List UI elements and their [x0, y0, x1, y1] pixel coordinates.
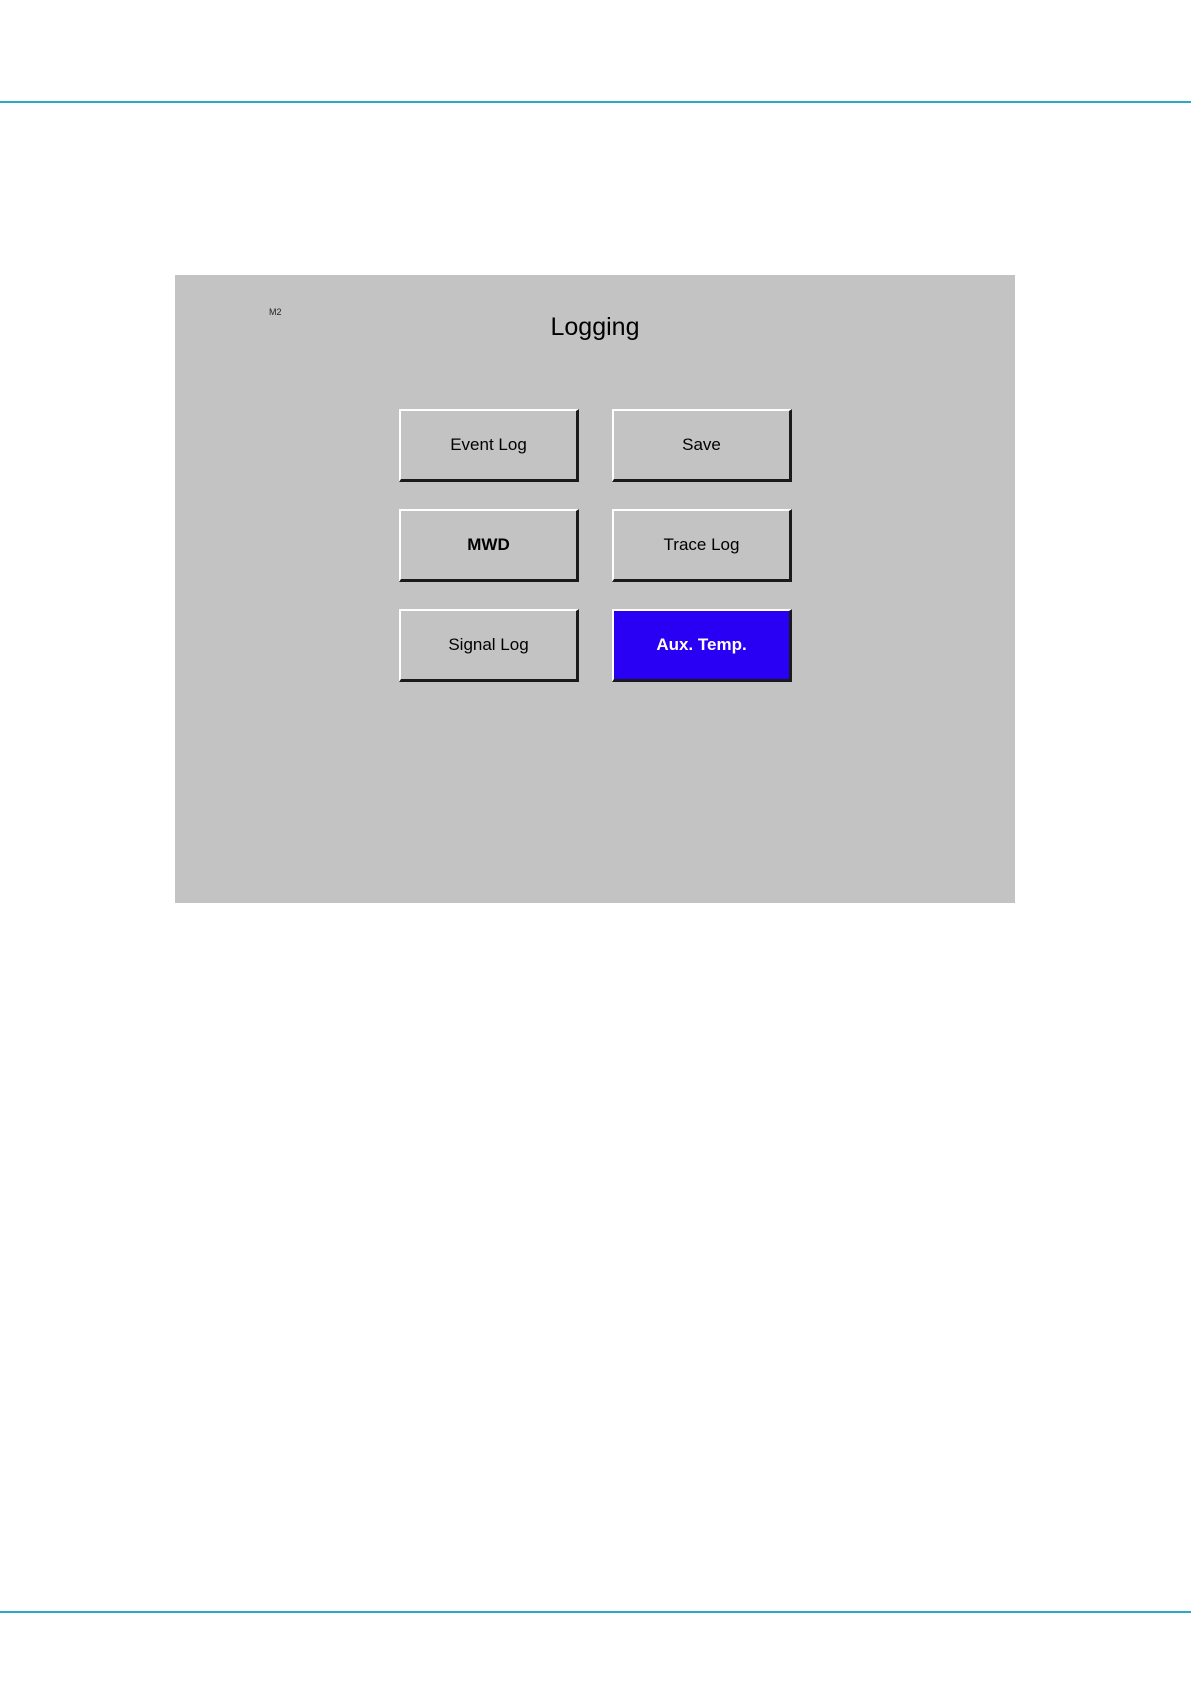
save-button[interactable]: Save [612, 409, 792, 482]
screen-id-label: M2 [269, 307, 282, 317]
header-rule [0, 101, 1191, 103]
signal-log-button[interactable]: Signal Log [399, 609, 579, 682]
logging-screen [175, 275, 1015, 903]
page-title: Logging [550, 313, 640, 341]
button-grid [399, 409, 792, 682]
mwd-button[interactable]: MWD [399, 509, 579, 582]
footer-rule [0, 1611, 1191, 1613]
trace-log-button[interactable]: Trace Log [612, 509, 792, 582]
event-log-button[interactable]: Event Log [399, 409, 579, 482]
aux-temp-button[interactable]: Aux. Temp. [612, 609, 792, 682]
